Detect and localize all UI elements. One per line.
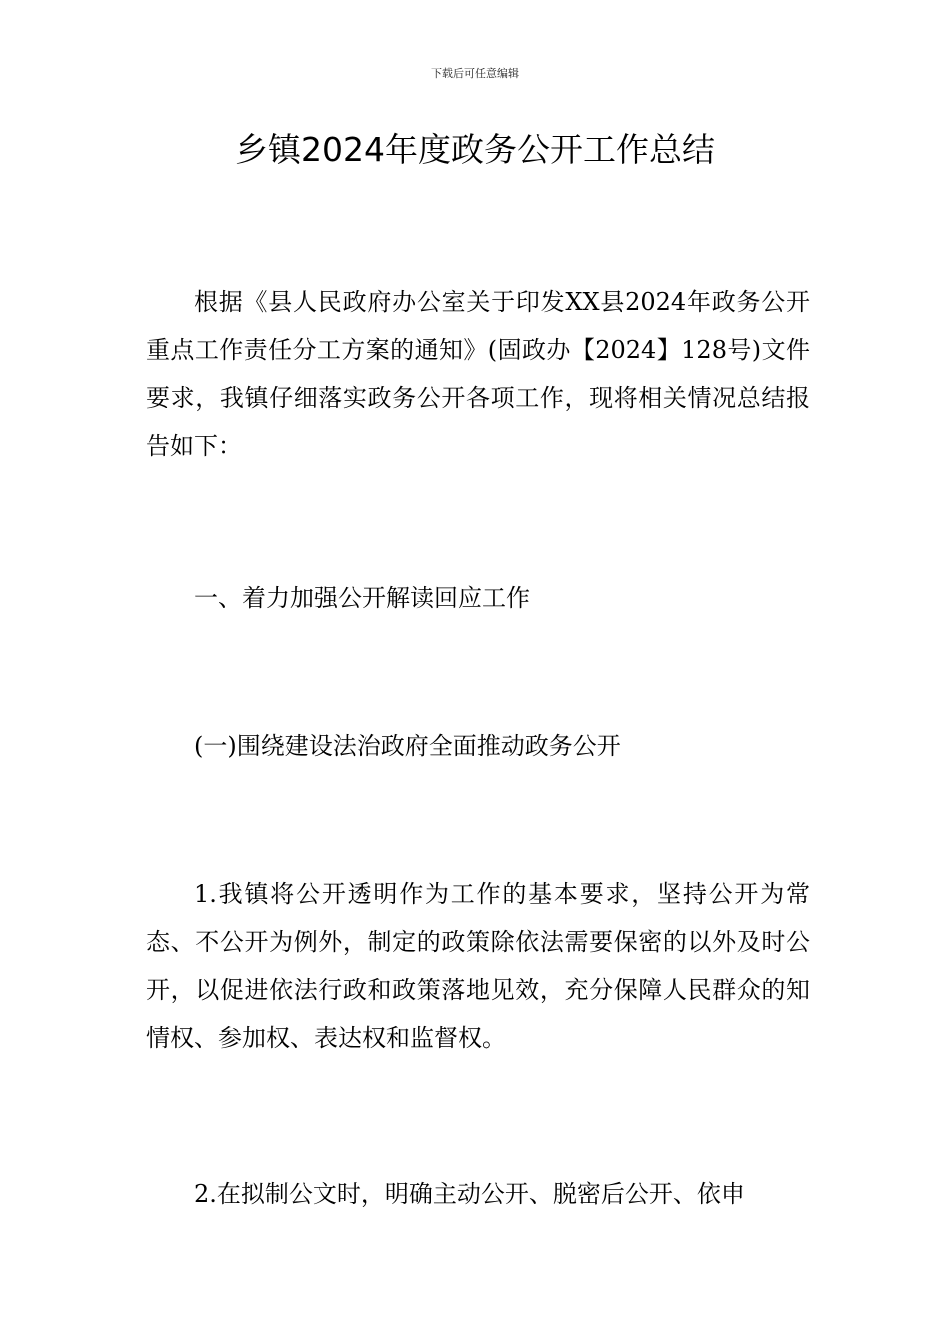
header-note: 下载后可任意编辑: [431, 67, 519, 80]
document-title: 乡镇2024年度政务公开工作总结: [235, 130, 715, 169]
subsection-heading: (一)围绕建设法治政府全面推动政务公开: [194, 732, 621, 760]
body-paragraph-2: 2.在拟制公文时，明确主动公开、脱密后公开、依申: [194, 1180, 745, 1208]
body-paragraph-1: 1.我镇将公开透明作为工作的基本要求，坚持公开为常态、不公开为例外，制定的政策除依法需要保密的以外及时公开，以促进依法行政和政策落地见效，充分保障人民群众的知情权、参加权、表达权和监督权。: [146, 880, 810, 1052]
intro-paragraph: 根据《县人民政府办公室关于印发XX县2024年政务公开重点工作责任分工方案的通知》(固政办【2024】128号)文件要求，我镇仔细落实政务公开各项工作，现将相关情况总结报告如下：: [146, 288, 810, 460]
section-heading: 一、着力加强公开解读回应工作: [194, 584, 530, 612]
